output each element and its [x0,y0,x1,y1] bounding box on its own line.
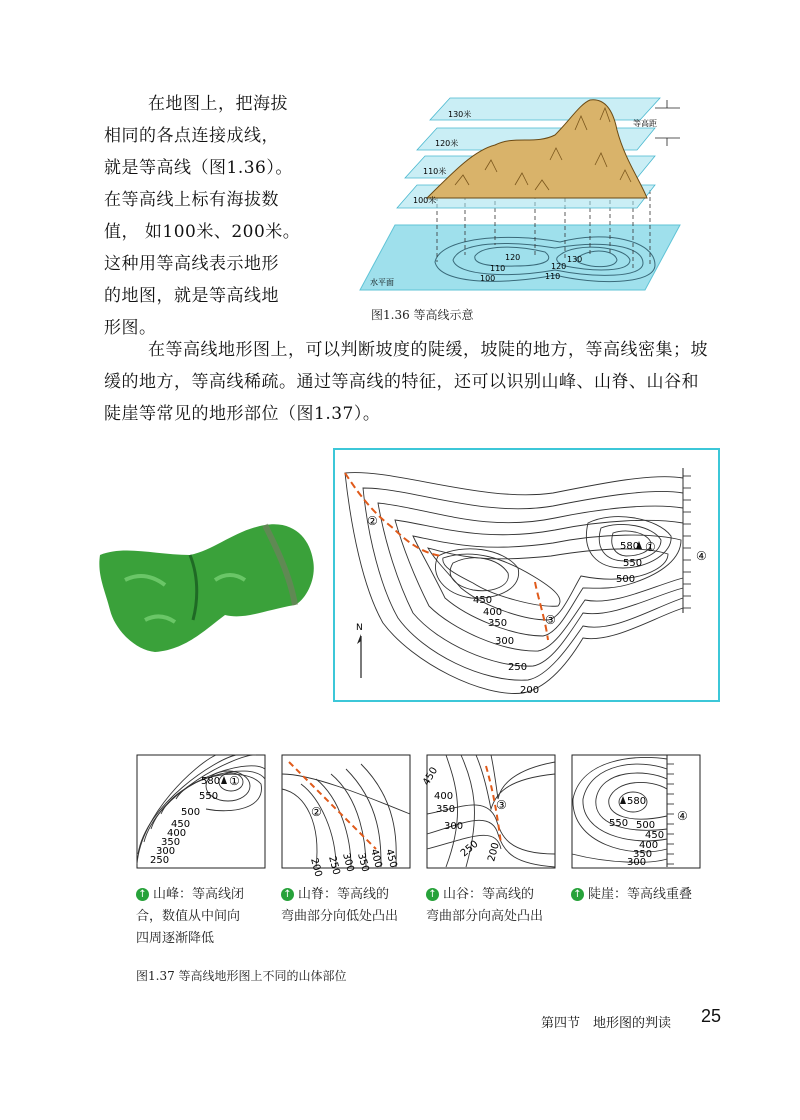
annotation-line: 山脊：等高线的 [298,887,390,902]
arrow-up-icon: ↑ [426,888,439,901]
contour-label: 130 [567,255,583,264]
panel-label: 550 [609,818,629,829]
panel-label: 250 [326,854,342,877]
annotation-line: 四周逐渐降低 [136,931,215,946]
fig137-caption: 图1.37 等高线地形图上不同的山体部位 [136,969,347,983]
panel-label: 450 [171,819,191,830]
interval-marker [655,100,680,146]
terrain-surface [99,524,313,652]
annotation-cliff [571,884,716,906]
panel-label: 300 [627,857,647,868]
marker-2: ② [367,514,378,528]
panel-label: 350 [355,851,371,874]
intro-line: 形图。 [104,318,157,338]
panel-label: ② [311,805,322,819]
contour-value: 200 [520,685,540,696]
plane-label: 120米 [435,139,459,148]
panel-label: 550 [199,791,219,802]
fig136-caption: 图1.36 等高线示意 [371,308,474,322]
panel-label: ④ [677,809,688,823]
panel-label: 450 [645,830,665,841]
plane-label: 100米 [413,196,437,205]
annotation-line: 山谷：等高线的 [443,887,535,902]
panel-label: 400 [167,828,187,839]
annotation-valley [426,884,571,928]
main-contour-map [333,448,720,702]
intro-line: 值， 如100米、200米。 [104,222,301,242]
intro-paragraph [104,88,344,344]
contour-label: 110 [490,264,506,273]
panel-label: 400 [368,847,384,870]
contour-value: 350 [488,618,508,629]
plane-label: 130米 [448,110,472,119]
panel-label: 400 [639,840,659,851]
body-line: 缓的地方，等高线稀疏。通过等高线的特征，还可以识别山峰、山脊、山谷和 [104,372,699,392]
annotation-peak [136,884,276,950]
annotation-ridge [281,884,426,928]
contour-value: 550 [623,558,643,569]
panel-label: 200 [308,856,324,879]
contour-value: 250 [508,662,528,673]
footer-section: 第四节 地形图的判读 [541,1016,672,1031]
panel-label: 300 [444,821,464,832]
panel-cliff [571,754,701,869]
panel-label: 350 [633,849,653,860]
intro-line: 在等高线上标有海拔数 [104,190,279,210]
panel-label: 500 [181,807,201,818]
intro-line: 相同的各点连接成线， [104,126,279,146]
panel-label: 450 [421,765,441,788]
panel-label: ① [229,774,240,788]
intro-line: 在地图上，把海拔 [148,94,288,114]
contour-value: 400 [483,607,503,618]
panel-label: 250 [458,838,481,860]
contour-value: 500 [616,574,636,585]
annotation-line: 合，数值从中间向 [136,909,241,924]
fig136-contour-illustration [355,90,685,300]
panel-label: 580 [627,796,647,807]
intro-line: 的地图，就是等高线地 [104,286,279,306]
panel-label: 350 [436,804,456,815]
north-label: N [356,623,363,633]
plane-label: 110米 [423,167,447,176]
panel-label: 350 [161,837,181,848]
base-plane-label: 水平面 [370,278,394,287]
interval-label: 等高距 [633,119,657,128]
panel-ridge [281,754,411,879]
panel-label: 250 [150,855,170,866]
arrow-up-icon: ↑ [571,888,584,901]
panel-label: 300 [156,846,176,857]
marker-4: ④ [696,549,707,563]
annotation-line: 陡崖：等高线重叠 [588,887,693,902]
panel-label: 300 [340,851,356,874]
contour-value: 450 [473,595,493,606]
terrain-3d-image [95,520,320,660]
body-line: 在等高线地形图上，可以判断坡度的陡缓，坡陡的地方，等高线密集；坡 [148,340,708,360]
annotation-line: 弯曲部分向高处凸出 [426,909,544,924]
panel-valley [421,754,556,869]
marker-3: ③ [545,613,556,627]
intro-line: 这种用等高线表示地形 [104,254,279,274]
panel-label: 580 [201,776,221,787]
intro-line: 就是等高线（图1.36）。 [104,158,293,178]
contour-label: 120 [551,262,567,271]
contour-label: 100 [480,274,496,283]
peak-elevation: 580 [620,541,640,552]
contour-label: 110 [545,272,561,281]
arrow-up-icon: ↑ [281,888,294,901]
panel-peak [136,754,266,869]
marker-1: ① [645,540,656,554]
page-number: 25 [701,1006,722,1026]
body-line: 陡崖等常见的地形部位（图1.37）。 [104,404,381,424]
contour-value: 300 [495,636,515,647]
arrow-up-icon: ↑ [136,888,149,901]
body-paragraph [104,334,724,430]
panel-label: 200 [486,841,502,863]
contour-label: 120 [505,253,521,262]
panel-label: ③ [496,798,507,812]
annotation-line: 弯曲部分向低处凸出 [281,909,399,924]
panel-label: 400 [434,791,454,802]
panel-label: 500 [636,820,656,831]
panel-label: 450 [383,847,399,870]
annotation-line: 山峰：等高线闭 [153,887,245,902]
